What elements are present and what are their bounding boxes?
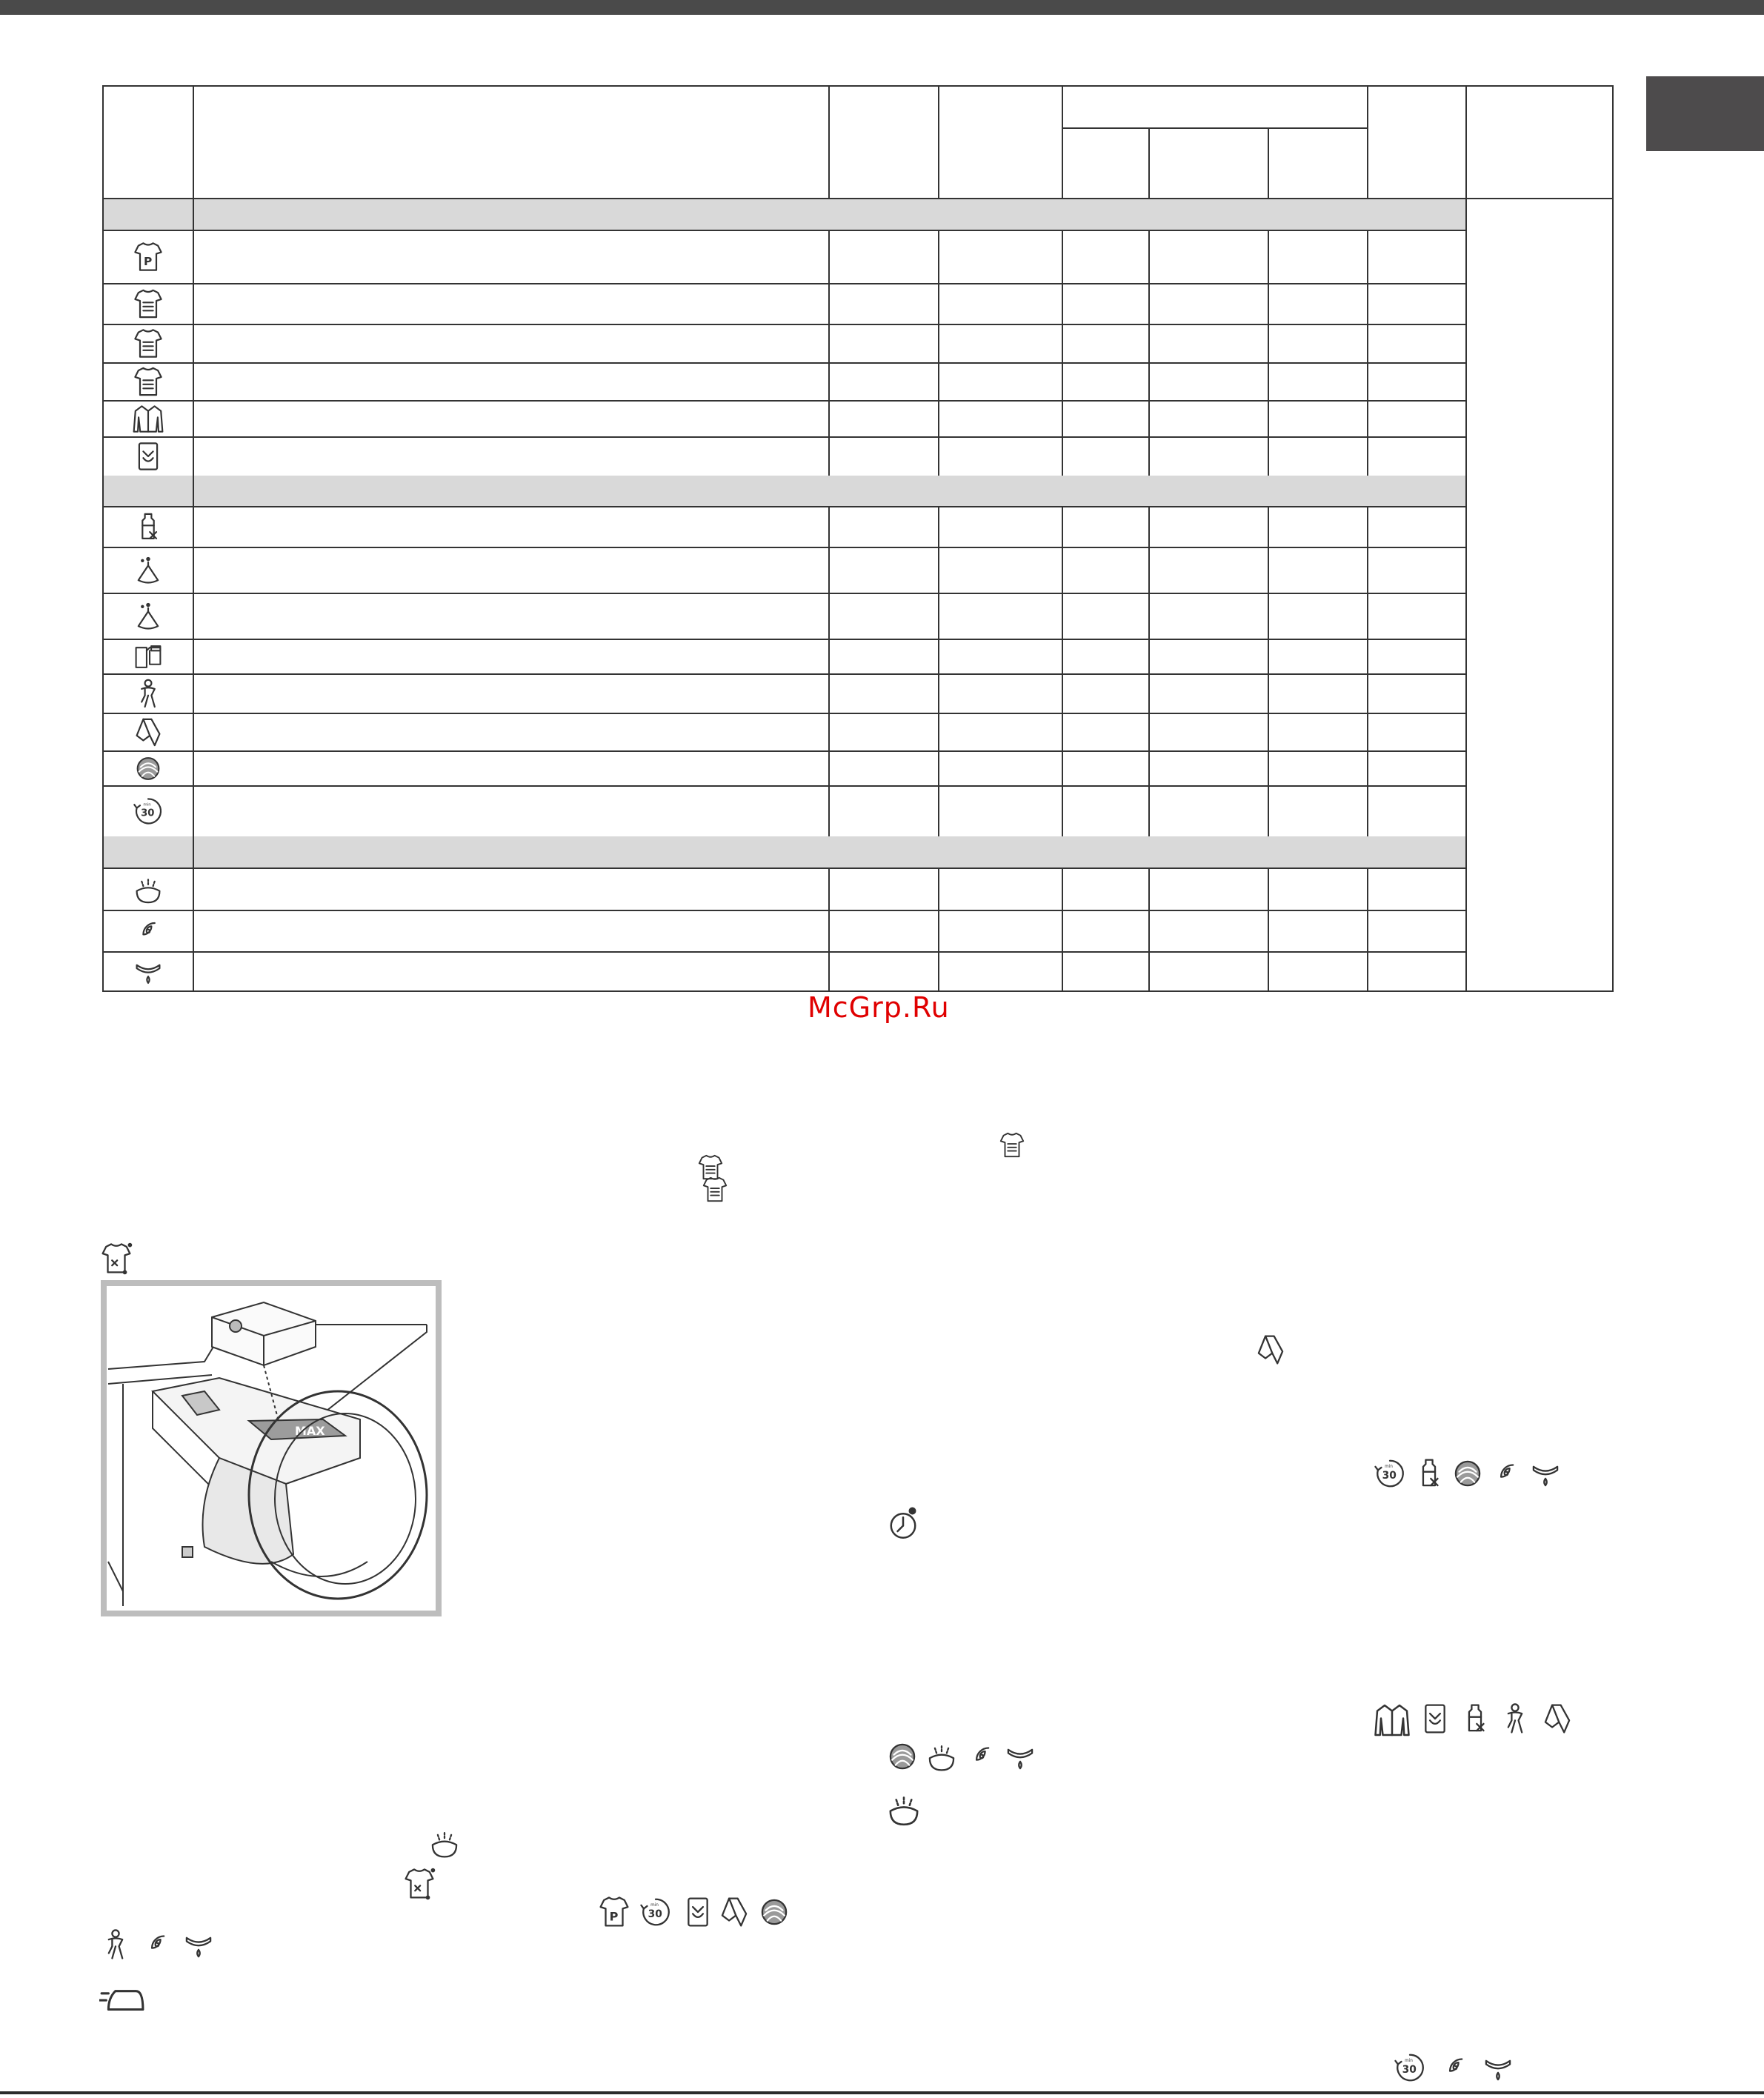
svg-text:min: min [1385, 1464, 1393, 1469]
section-header-1 [103, 199, 1466, 230]
lamp-icon [139, 558, 158, 583]
lamp-icon [139, 604, 158, 629]
spin-icon [140, 1928, 174, 1962]
sport-figure-icon [99, 1928, 133, 1962]
quick-30-icon [1393, 2051, 1427, 2085]
svg-text:P: P [143, 255, 153, 268]
delicate-scarf-icon [717, 1895, 751, 1929]
svg-text:min: min [650, 1902, 659, 1908]
quick-30-icon [1373, 1456, 1407, 1491]
svg-text:MAX: MAX [295, 1424, 325, 1438]
section-header-2 [103, 476, 1466, 507]
rinse-icon [137, 878, 160, 902]
towels-icon [136, 646, 161, 667]
svg-text:min: min [143, 802, 151, 807]
sport-figure-icon [1498, 1702, 1532, 1736]
drain-icon [1481, 2051, 1515, 2085]
delicate-scarf-icon [1254, 1333, 1288, 1367]
cotton-tag-icon [139, 443, 157, 469]
shirt-lines-icon [701, 1176, 729, 1204]
detergent-drawer-figure [101, 1280, 442, 1616]
spin-icon [1438, 2051, 1472, 2085]
svg-text:30: 30 [141, 807, 155, 819]
wool-icon [1451, 1456, 1485, 1491]
stain-shirt-icon [402, 1867, 436, 1901]
baby-bottle-icon [1412, 1456, 1446, 1491]
bottom-rule [0, 2091, 1764, 2094]
svg-text:min: min [1405, 2058, 1413, 2063]
cotton-tag-icon [1418, 1702, 1452, 1736]
delicate-scarf-icon [1540, 1702, 1574, 1736]
quick-30-icon [639, 1895, 673, 1929]
rinse-icon [427, 1826, 462, 1860]
shirt-lines-icon [998, 1131, 1026, 1159]
stain-shirt-icon [99, 1242, 133, 1276]
sport-figure-icon [142, 680, 155, 707]
baby-bottle-icon [142, 514, 156, 539]
drain-icon [137, 965, 160, 983]
jacket-icon [1374, 1702, 1411, 1739]
baby-bottle-icon [1458, 1702, 1492, 1736]
wool-icon [138, 758, 159, 779]
spin-icon [965, 1739, 999, 1774]
shirt-p-icon [135, 243, 161, 270]
drain-icon [1003, 1739, 1037, 1774]
drain-icon [1528, 1456, 1562, 1491]
language-tab [1646, 76, 1764, 151]
wool-icon [885, 1739, 919, 1774]
cotton-tag-icon [681, 1895, 715, 1929]
rinse-icon [885, 1790, 923, 1828]
quick-30-icon [134, 799, 161, 823]
svg-text:30: 30 [1382, 1469, 1397, 1482]
delicate-scarf-icon [137, 719, 160, 745]
rinse-icon [925, 1739, 959, 1774]
drain-icon [182, 1928, 216, 1962]
spin-icon [1489, 1456, 1523, 1491]
shirt-lines-icon [135, 290, 161, 317]
jacket-icon [134, 406, 163, 431]
delay-timer-icon [885, 1505, 922, 1542]
watermark-text: McGrp.Ru [808, 991, 950, 1024]
svg-text:P: P [609, 1909, 619, 1924]
shirt-lines-icon [135, 330, 161, 356]
shirt-lines-icon [135, 368, 161, 395]
shirt-p-icon [597, 1895, 631, 1929]
svg-text:30: 30 [1402, 2063, 1417, 2076]
top-border-bar [0, 0, 1764, 15]
wool-icon [757, 1895, 791, 1929]
svg-text:30: 30 [648, 1908, 662, 1920]
section-header-3 [103, 836, 1466, 868]
easy-iron-icon [99, 1975, 145, 2021]
spin-icon [143, 923, 154, 934]
